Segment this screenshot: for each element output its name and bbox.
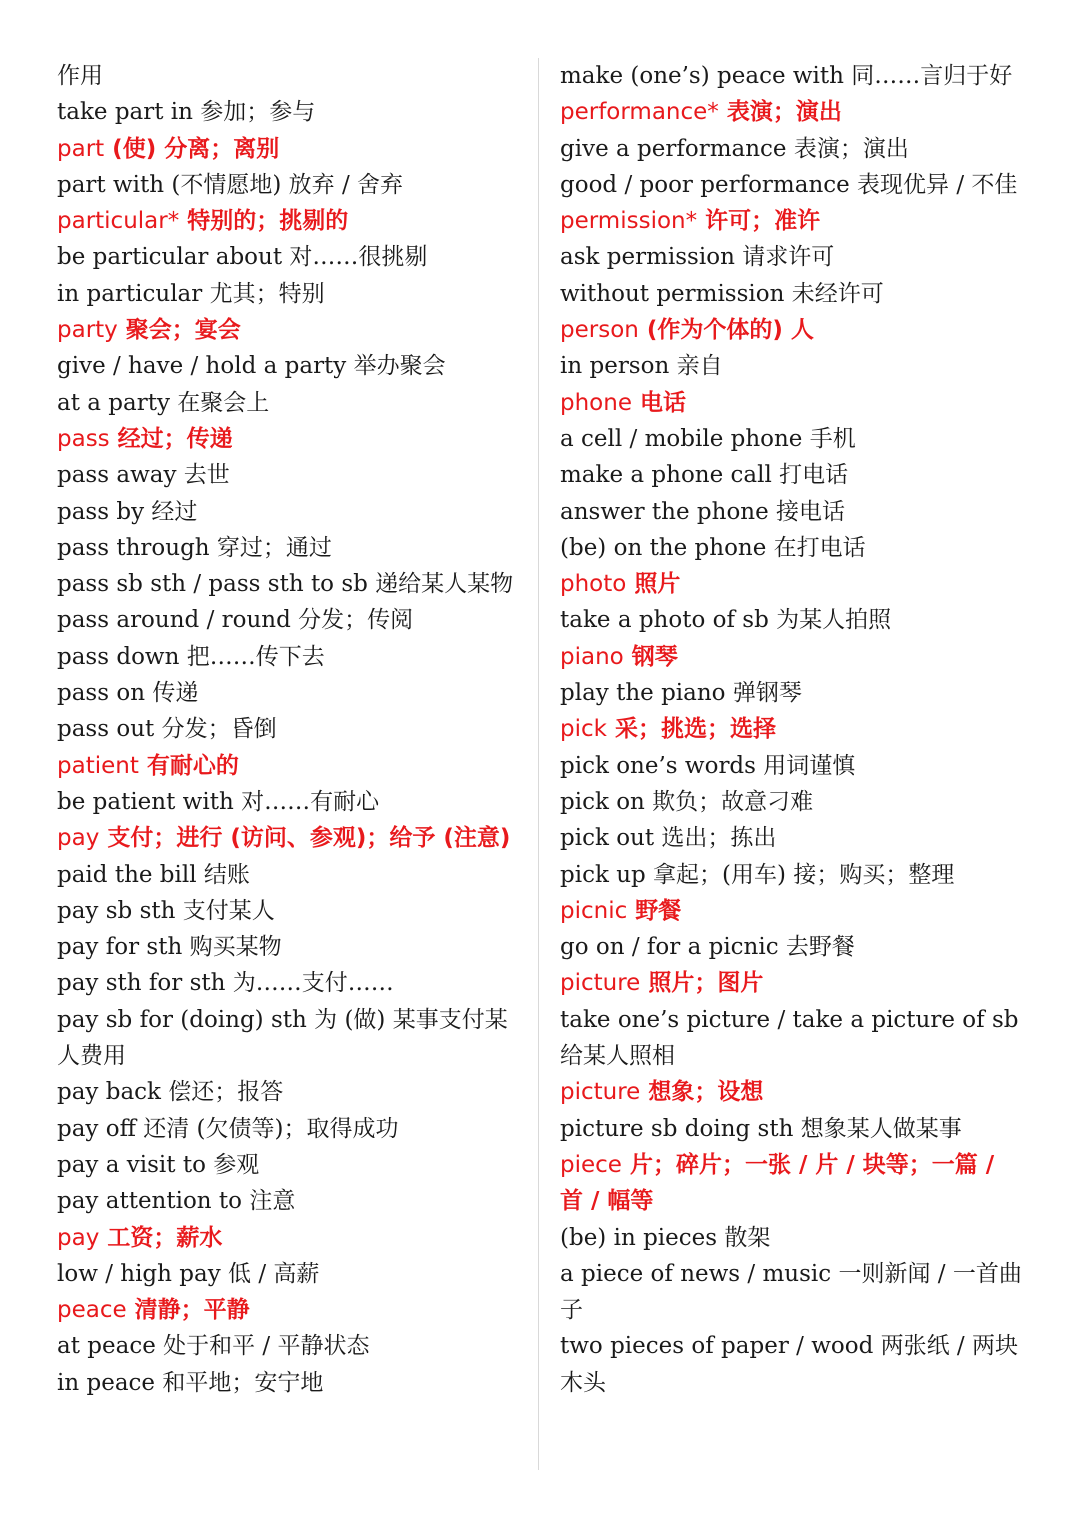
phrase-entry: give a performance 表演；演出: [560, 135, 909, 162]
headword: particular*: [57, 208, 180, 235]
headword-entry: [57, 203, 522, 239]
headword: peace: [57, 1297, 127, 1324]
headword-meaning: 表演；演出: [718, 99, 842, 126]
phrase-entry: give / have / hold a party 举办聚会: [57, 353, 446, 380]
headword: performance*: [560, 99, 719, 126]
phrase-entry: a piece of news / music 一则新闻 / 一首曲子: [560, 1260, 1022, 1324]
phrase-entry: pick up 拿起；(用车) 接；购买；整理: [560, 861, 955, 888]
phrase-entry: take a photo of sb 为某人拍照: [560, 607, 892, 634]
phrase-entry: pay off 还清 (欠债等)；取得成功: [57, 1115, 399, 1142]
headword-entry: [57, 820, 522, 856]
headword-entry: [560, 639, 1024, 675]
phrase-entry: pass through 穿过；通过: [57, 534, 332, 561]
phrase-entry: be patient with 对……有耐心: [57, 788, 380, 815]
headword-meaning: 有耐心的: [138, 752, 239, 779]
headword-meaning: 经过；传递: [109, 425, 233, 452]
phrase-entry: pay a visit to 参观: [57, 1151, 260, 1178]
headword: photo: [560, 571, 627, 598]
phrase-entry: pass down 把……传下去: [57, 643, 325, 670]
left-column: [57, 58, 522, 1401]
headword-meaning: 工资；薪水: [99, 1224, 223, 1251]
headword-entry: [57, 421, 522, 457]
phrase-entry: pick on 欺负；故意刁难: [560, 788, 814, 815]
phrase-entry: 作用: [57, 63, 103, 89]
phrase-entry: (be) on the phone 在打电话: [560, 534, 866, 561]
phrase-entry: a cell / mobile phone 手机: [560, 425, 856, 452]
phrase-entry: low / high pay 低 / 高薪: [57, 1260, 320, 1287]
phrase-entry: pass on 传递: [57, 680, 199, 707]
headword-entry: [57, 312, 522, 348]
phrase-entry: part with (不情愿地) 放弃 / 舍弃: [57, 171, 404, 198]
phrase-entry: play the piano 弹钢琴: [560, 680, 802, 707]
headword-entry: [57, 1292, 522, 1328]
phrase-entry: answer the phone 接电话: [560, 498, 846, 525]
phrase-entry: two pieces of paper / wood 两张纸 / 两块木头: [560, 1333, 1018, 1396]
headword-meaning: 野餐: [627, 897, 682, 924]
headword: pay: [57, 825, 100, 852]
headword-meaning: 片；碎片；一张 / 片 / 块等；一篇 / 首 / 幅等: [560, 1151, 995, 1215]
headword-entry: [560, 566, 1024, 602]
phrase-entry: pass away 去世: [57, 462, 230, 489]
headword: piece: [560, 1151, 622, 1178]
headword: person: [560, 317, 639, 344]
headword: picnic: [560, 897, 628, 924]
phrase-entry: pass around / round 分发；传阅: [57, 607, 414, 634]
headword-entry: [57, 131, 522, 167]
headword-entry: [560, 1147, 1024, 1220]
headword-meaning: 采；挑选；选择: [606, 716, 776, 743]
headword: patient: [57, 752, 139, 779]
headword: permission*: [560, 208, 698, 235]
phrase-entry: pay back 偿还；报答: [57, 1079, 284, 1106]
headword: party: [57, 317, 118, 344]
column-divider: [538, 58, 539, 1470]
headword-entry: [560, 385, 1024, 421]
headword-entry: [57, 1220, 522, 1256]
headword: part: [57, 135, 105, 162]
headword-entry: [560, 203, 1024, 239]
phrase-entry: pay sb sth 支付某人: [57, 897, 275, 924]
headword-entry: [57, 748, 522, 784]
headword-meaning: 支付；进行 (访问、参观)；给予 (注意): [99, 825, 511, 852]
phrase-entry: pick one’s words 用词谨慎: [560, 752, 856, 779]
phrase-entry: picture sb doing sth 想象某人做某事: [560, 1115, 962, 1142]
headword-entry: [560, 1074, 1024, 1110]
phrase-entry: pass sb sth / pass sth to sb 递给某人某物: [57, 571, 514, 598]
phrase-entry: in particular 尤其；特别: [57, 280, 325, 307]
phrase-entry: at peace 处于和平 / 平静状态: [57, 1333, 370, 1360]
phrase-entry: (be) in pieces 散架: [560, 1224, 771, 1251]
phrase-entry: take part in 参加；参与: [57, 99, 316, 126]
phrase-entry: pay sb for (doing) sth 为 (做) 某事支付某人费用: [57, 1006, 508, 1070]
headword-entry: [560, 893, 1024, 929]
headword-meaning: 照片；图片: [640, 970, 764, 997]
headword: pay: [57, 1224, 100, 1251]
headword-meaning: (作为个体的) 人: [638, 317, 814, 344]
headword-entry: [560, 965, 1024, 1001]
headword-meaning: 电话: [631, 389, 686, 416]
phrase-entry: be particular about 对……很挑剔: [57, 244, 428, 271]
headword: pass: [57, 425, 110, 452]
headword-entry: [560, 94, 1024, 130]
headword-meaning: 清静；平静: [126, 1297, 250, 1324]
phrase-entry: good / poor performance 表现优异 / 不佳: [560, 171, 1018, 198]
phrase-entry: pass out 分发；昏倒: [57, 716, 277, 743]
headword-meaning: 许可；准许: [697, 208, 821, 235]
headword: piano: [560, 643, 624, 670]
phrase-entry: take one’s picture / take a picture of sb 给某人照相: [560, 1006, 1019, 1070]
phrase-entry: pass by 经过: [57, 498, 198, 525]
phrase-entry: paid the bill 结账: [57, 861, 250, 888]
phrase-entry: pick out 选出；拣出: [560, 825, 777, 852]
headword-entry: [560, 711, 1024, 747]
headword: pick: [560, 716, 607, 743]
headword: phone: [560, 389, 632, 416]
phrase-entry: at a party 在聚会上: [57, 389, 270, 416]
phrase-entry: make (one’s) peace with 同……言归于好: [560, 63, 1013, 89]
headword-meaning: 照片: [626, 571, 681, 598]
phrase-entry: pay sth for sth 为……支付……: [57, 970, 394, 997]
phrase-entry: make a phone call 打电话: [560, 462, 849, 489]
phrase-entry: pay attention to 注意: [57, 1188, 296, 1215]
headword-meaning: 想象；设想: [640, 1079, 764, 1106]
phrase-entry: go on / for a picnic 去野餐: [560, 934, 855, 961]
right-column: [560, 58, 1024, 1401]
headword-meaning: 钢琴: [623, 643, 678, 670]
headword: picture: [560, 970, 641, 997]
headword-meaning: 特别的；挑剔的: [179, 208, 349, 235]
phrase-entry: in peace 和平地；安宁地: [57, 1369, 324, 1396]
headword-meaning: 聚会；宴会: [117, 317, 241, 344]
phrase-entry: ask permission 请求许可: [560, 244, 835, 271]
phrase-entry: pay for sth 购买某物: [57, 934, 282, 961]
headword-meaning: (使) 分离；离别: [104, 135, 280, 162]
phrase-entry: without permission 未经许可: [560, 280, 884, 307]
headword-entry: [560, 312, 1024, 348]
phrase-entry: in person 亲自: [560, 353, 723, 380]
headword: picture: [560, 1079, 641, 1106]
